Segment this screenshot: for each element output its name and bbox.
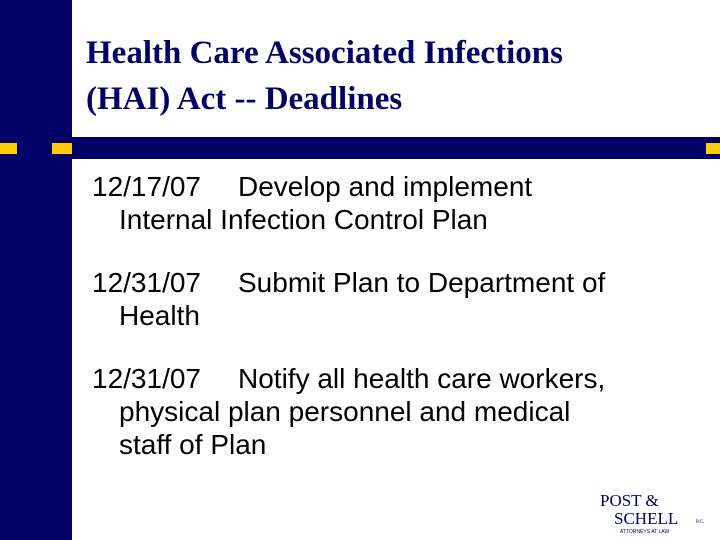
logo-line-2: SCHELL <box>614 509 679 528</box>
deadline-date: 12/31/07 <box>92 363 201 394</box>
logo-line-1: POST & <box>600 491 659 510</box>
deadline-date: 12/31/07 <box>92 267 201 298</box>
deadline-text: Notify all health care workers, <box>238 363 606 394</box>
deadline-text-continued: Internal Infection Control Plan <box>119 204 488 235</box>
title-line-2: (HAI) Act -- Deadlines <box>86 81 403 117</box>
deadline-text-continued: Health <box>119 300 200 331</box>
deadline-list <box>92 170 702 491</box>
deadline-item <box>92 266 702 332</box>
title-line-1: Health Care Associated Infections <box>86 35 563 71</box>
deadline-text-continued: staff of Plan <box>119 429 267 460</box>
slide-title <box>86 30 706 122</box>
deadline-item <box>92 170 702 236</box>
deadline-text: Develop and implement <box>238 171 533 202</box>
gold-accent-left <box>0 143 17 154</box>
deadline-item <box>92 362 702 461</box>
left-accent-bar <box>0 0 72 540</box>
logo-tagline: ATTORNEYS AT LAW <box>620 529 670 535</box>
logo-suffix: P.C. <box>696 520 705 525</box>
gold-accent-mid <box>52 143 72 154</box>
gold-accent-right <box>706 143 720 154</box>
deadline-date: 12/17/07 <box>92 171 201 202</box>
post-schell-logo <box>600 490 715 535</box>
deadline-text-continued: physical plan personnel and medical <box>119 396 571 427</box>
title-divider-bar <box>0 137 720 159</box>
deadline-text: Submit Plan to Department of <box>238 267 606 298</box>
